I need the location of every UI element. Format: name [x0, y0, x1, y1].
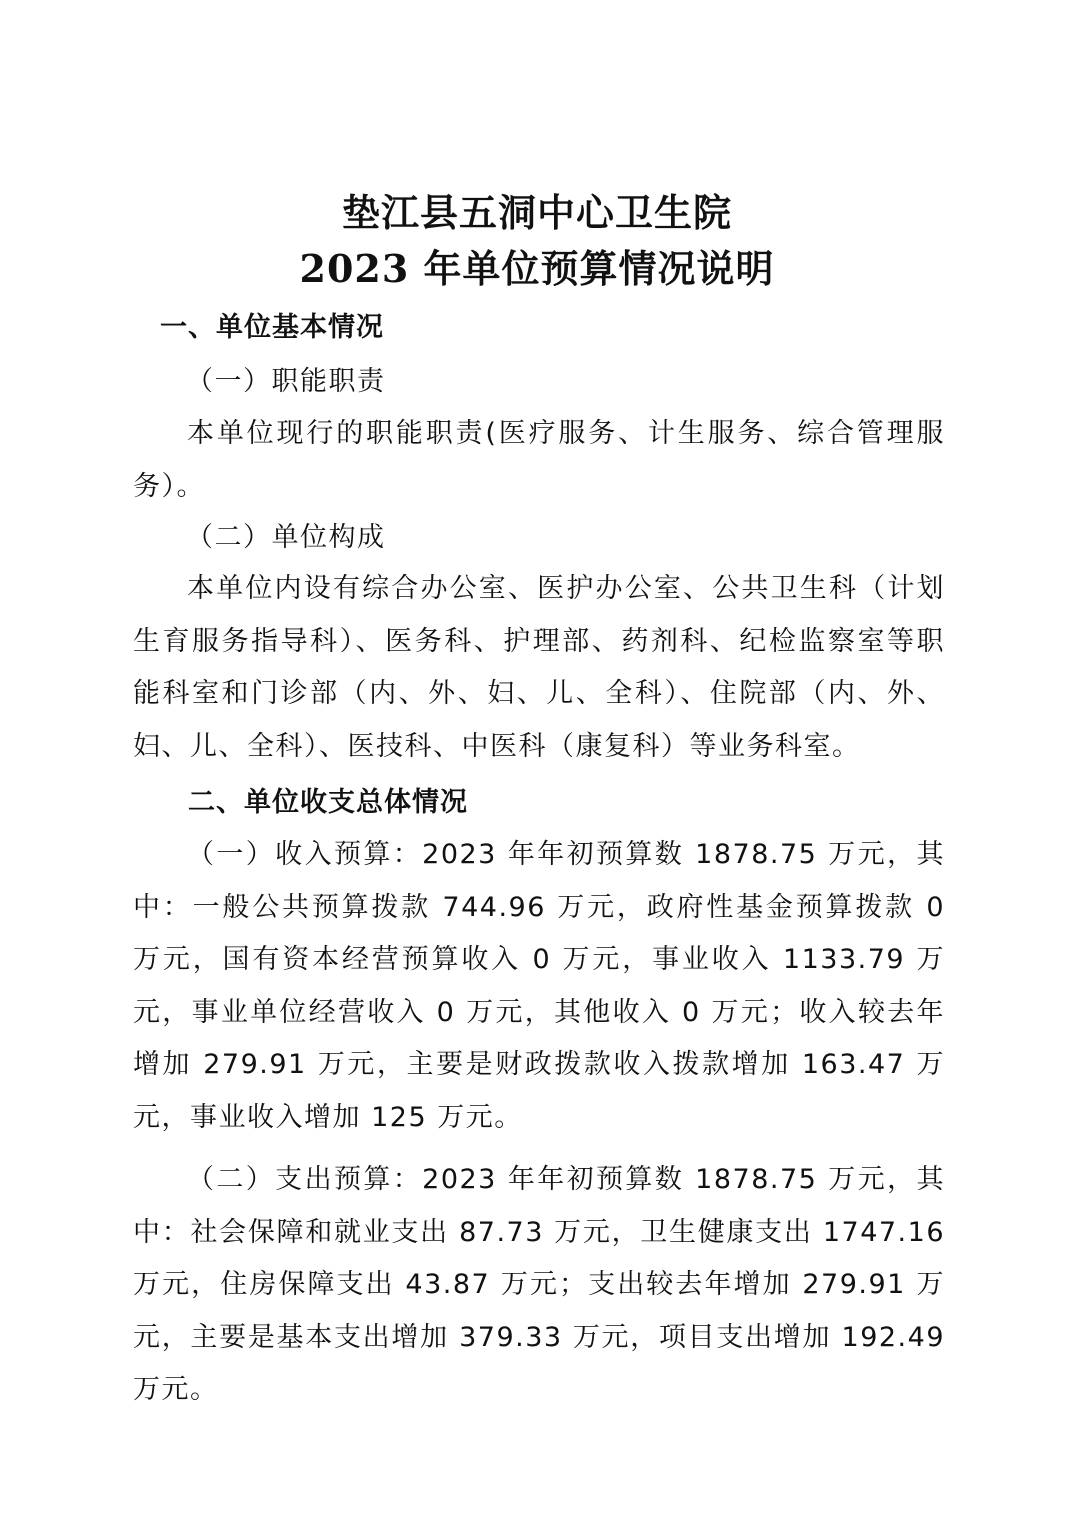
- section2-expense-text: （二）支出预算：2023 年年初预算数 1878.75 万元，其中：社会保障和就业支出 87.73 万元，卫生健康支出 1747.16 万元，住房保障支出 43.87 万元；支出较去年增加 279.91 万元，主要是基本支出增加 379.33 万元，项目支出增加 192.49 万元。: [133, 1164, 945, 1405]
- section1-sub1-text: 本单位现行的职能职责(医疗服务、计生服务、综合管理服务）。: [133, 418, 945, 502]
- section1-sub1-heading: （一）职能职责: [186, 366, 386, 397]
- section1-sub2-heading: （二）单位构成: [186, 522, 386, 553]
- section1-heading: 一、单位基本情况: [160, 312, 384, 343]
- document-title-line2: 2023 年单位预算情况说明: [299, 246, 775, 291]
- section2-heading: 二、单位收支总体情况: [188, 787, 468, 818]
- document-title-line1: 垫江县五洞中心卫生院: [341, 190, 732, 235]
- section1-sub2-text: 本单位内设有综合办公室、医护办公室、公共卫生科（计划生育服务指导科）、医务科、护理部、药剂科、纪检监察室等职能科室和门诊部（内、外、妇、儿、全科）、住院部（内、外、妇、儿、全科）、医技科、中医科（康复科）等业务科室。: [133, 573, 945, 762]
- section2-income-text: （一）收入预算：2023 年年初预算数 1878.75 万元，其中：一般公共预算拨款 744.96 万元，政府性基金预算拨款 0 万元，国有资本经营预算收入 0 万元，事业收入 1133.79 万元，事业单位经营收入 0 万元，其他收入 0 万元；收入较去年增加 279.91 万元，主要是财政拨款收入拨款增加 163.47 万元，事业收入增加 125 万元。: [133, 839, 945, 1133]
